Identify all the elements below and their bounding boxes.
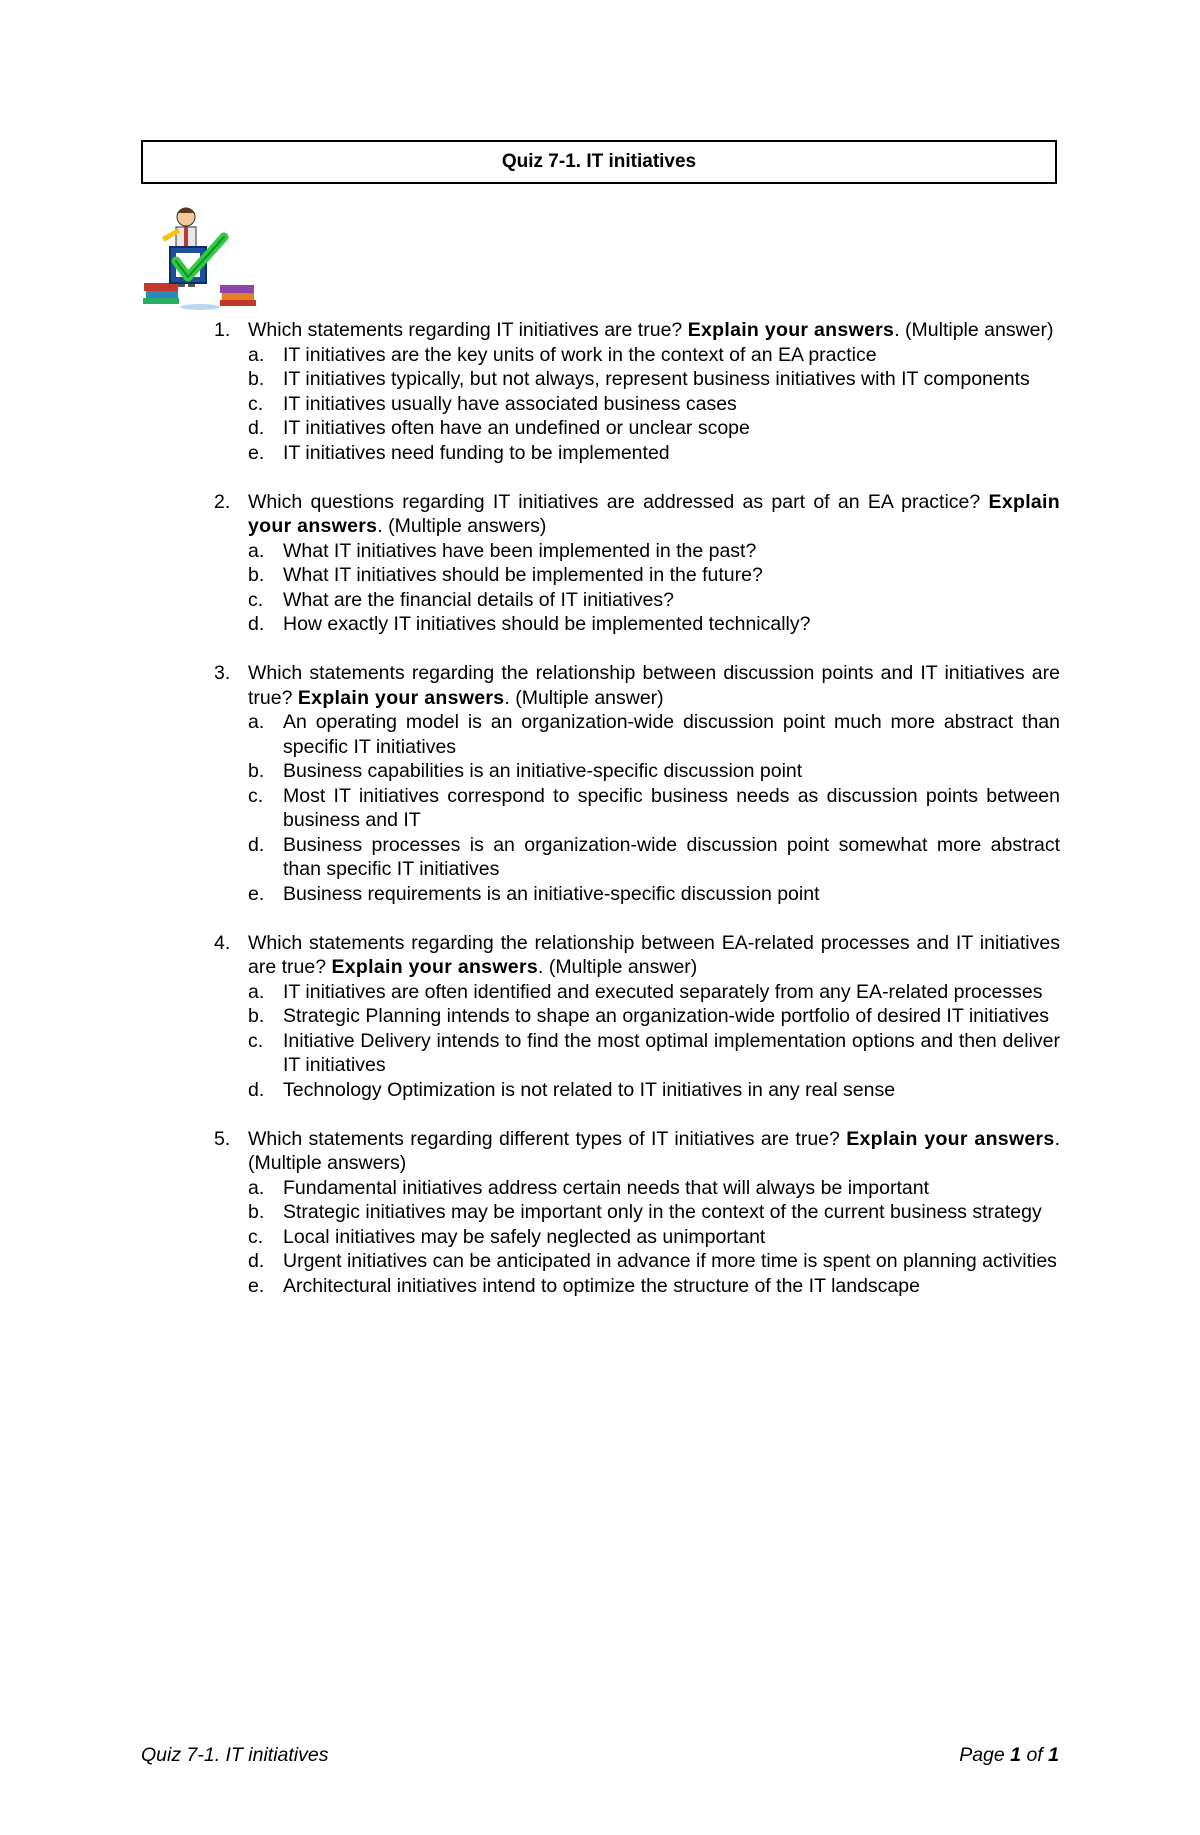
- option-text: Technology Optimization is not related to IT initiatives in any real sense: [283, 1078, 896, 1101]
- option-letter: b.: [248, 368, 265, 390]
- option-letter: b.: [248, 1201, 265, 1223]
- option-letter: a.: [248, 539, 265, 562]
- question-answer-type: . (Multiple answers): [248, 1127, 1060, 1174]
- question-answer-type: . (Multiple answer): [504, 686, 664, 709]
- answer-option: [248, 367, 1060, 392]
- question-instruction: Explain your answers: [297, 686, 505, 709]
- option-text: What are the financial details of IT initiatives?: [283, 588, 674, 611]
- option-text: Strategic initiatives may be important only in the context of the current business strategy: [283, 1201, 1042, 1223]
- option-letter: a.: [248, 711, 265, 733]
- option-text: Urgent initiatives can be anticipated in advance if more time is spent on planning activities: [283, 1250, 1057, 1272]
- option-letter: b.: [248, 760, 265, 782]
- option-letter: a.: [248, 980, 265, 1003]
- option-text: Fundamental initiatives address certain needs that will always be important: [283, 1176, 929, 1199]
- question-text: [248, 931, 1060, 980]
- question-prompt: Which statements regarding the relationship between EA-related processes and IT initiatives are true?: [248, 931, 1060, 978]
- option-text: IT initiatives usually have associated business cases: [283, 392, 737, 415]
- answer-option: [248, 1176, 1060, 1201]
- option-text: Local initiatives may be safely neglected as unimportant: [283, 1225, 766, 1248]
- question-number: 5.: [214, 1127, 231, 1150]
- option-text: Business processes is an organization-wide discussion point somewhat more abstract than specific IT initiatives: [283, 833, 1060, 880]
- option-letter: e.: [248, 1274, 265, 1297]
- question-answer-type: . (Multiple answers): [377, 515, 547, 537]
- footer-of-word: of: [1026, 1744, 1043, 1766]
- option-text: Strategic Planning intends to shape an organization-wide portfolio of desired IT initiatives: [283, 1005, 1050, 1027]
- answer-option: [248, 882, 1060, 907]
- option-text: IT initiatives are often identified and executed separately from any EA-related processes: [283, 980, 1043, 1003]
- option-letter: e.: [248, 441, 265, 464]
- question-instruction: Explain your answers: [846, 1127, 1055, 1150]
- option-list: [248, 710, 1060, 906]
- answer-option: [248, 784, 1060, 833]
- answer-option: [248, 759, 1060, 784]
- question-item: [214, 490, 1060, 637]
- option-text: What IT initiatives have been implemented in the past?: [283, 539, 757, 562]
- option-text: Initiative Delivery intends to find the most optimal implementation options and then deliver IT initiatives: [283, 1029, 1060, 1076]
- option-list: [248, 980, 1060, 1103]
- option-letter: d.: [248, 417, 265, 439]
- option-letter: a.: [248, 343, 265, 366]
- option-letter: c.: [248, 588, 264, 611]
- question-list: [214, 318, 1060, 1323]
- question-answer-type: . (Multiple answer): [894, 319, 1054, 341]
- option-list: [248, 1176, 1060, 1299]
- question-instruction: Explain your answers: [687, 319, 895, 341]
- option-letter: b.: [248, 1005, 265, 1027]
- question-text: [248, 318, 1060, 343]
- question-text: [248, 490, 1060, 539]
- option-text: Most IT initiatives correspond to specific business needs as discussion points between business and IT: [283, 784, 1060, 831]
- question-prompt: Which questions regarding IT initiatives are addressed as part of an EA practice?: [248, 490, 981, 513]
- question-prompt: Which statements regarding the relationship between discussion points and IT initiatives are true?: [248, 662, 1060, 709]
- question-number: 2.: [214, 490, 231, 513]
- option-text: IT initiatives often have an undefined or unclear scope: [283, 417, 750, 439]
- option-text: IT initiatives need funding to be implemented: [283, 441, 670, 464]
- quiz-title-box: [141, 140, 1057, 184]
- answer-option: [248, 392, 1060, 417]
- question-item: [214, 1127, 1060, 1299]
- option-text: How exactly IT initiatives should be implemented technically?: [283, 613, 811, 635]
- footer-document-title: Quiz 7-1. IT initiatives: [141, 1744, 329, 1766]
- option-text: An operating model is an organization-wide discussion point much more abstract than specific IT initiatives: [283, 711, 1060, 758]
- option-text: What IT initiatives should be implemented in the future?: [283, 564, 763, 586]
- question-item: [214, 661, 1060, 906]
- option-letter: a.: [248, 1176, 265, 1199]
- option-letter: d.: [248, 613, 265, 635]
- option-letter: c.: [248, 1225, 264, 1248]
- option-text: IT initiatives are the key units of work in the context of an EA practice: [283, 343, 877, 366]
- answer-option: [248, 588, 1060, 613]
- option-list: [248, 539, 1060, 637]
- question-item: [214, 931, 1060, 1103]
- option-letter: c.: [248, 784, 264, 807]
- option-letter: d.: [248, 833, 265, 856]
- answer-option: [248, 1078, 1060, 1103]
- option-letter: c.: [248, 1029, 264, 1052]
- answer-option: [248, 1004, 1060, 1029]
- option-letter: d.: [248, 1250, 265, 1272]
- option-text: IT initiatives typically, but not always, represent business initiatives with IT components: [283, 368, 1030, 390]
- answer-option: [248, 1029, 1060, 1078]
- option-letter: c.: [248, 392, 264, 415]
- footer-page-number: [959, 1744, 1059, 1767]
- quiz-checkmark-clipart-icon: [140, 203, 260, 313]
- answer-option: [248, 1200, 1060, 1225]
- answer-option: [248, 612, 1060, 637]
- option-letter: b.: [248, 564, 265, 586]
- answer-option: [248, 441, 1060, 466]
- question-prompt: Which statements regarding different types of IT initiatives are true?: [248, 1127, 840, 1150]
- question-instruction: Explain your answers: [248, 490, 1060, 537]
- question-text: [248, 661, 1060, 710]
- answer-option: [248, 539, 1060, 564]
- answer-option: [248, 416, 1060, 441]
- footer-page-word: Page: [959, 1744, 1005, 1766]
- question-text: [248, 1127, 1060, 1176]
- answer-option: [248, 833, 1060, 882]
- question-number: 4.: [214, 931, 231, 954]
- answer-option: [248, 710, 1060, 759]
- answer-option: [248, 980, 1060, 1005]
- quiz-title: Quiz 7-1. IT initiatives: [501, 151, 697, 172]
- answer-option: [248, 563, 1060, 588]
- answer-option: [248, 1225, 1060, 1250]
- footer-page-total: 1: [1048, 1744, 1059, 1766]
- option-text: Business requirements is an initiative-specific discussion point: [283, 882, 820, 905]
- option-list: [248, 343, 1060, 466]
- option-letter: e.: [248, 882, 265, 905]
- option-letter: d.: [248, 1078, 265, 1101]
- question-number: 1.: [214, 319, 231, 341]
- question-instruction: Explain your answers: [331, 956, 538, 978]
- question-number: 3.: [214, 662, 231, 684]
- question-answer-type: . (Multiple answer): [537, 956, 698, 978]
- answer-option: [248, 1249, 1060, 1274]
- option-text: Architectural initiatives intend to optimize the structure of the IT landscape: [283, 1274, 920, 1297]
- footer-page-current: 1: [1010, 1744, 1022, 1766]
- question-prompt: Which statements regarding IT initiatives are true?: [248, 319, 683, 341]
- answer-option: [248, 343, 1060, 368]
- answer-option: [248, 1274, 1060, 1299]
- option-text: Business capabilities is an initiative-specific discussion point: [283, 760, 803, 782]
- question-item: [214, 318, 1060, 465]
